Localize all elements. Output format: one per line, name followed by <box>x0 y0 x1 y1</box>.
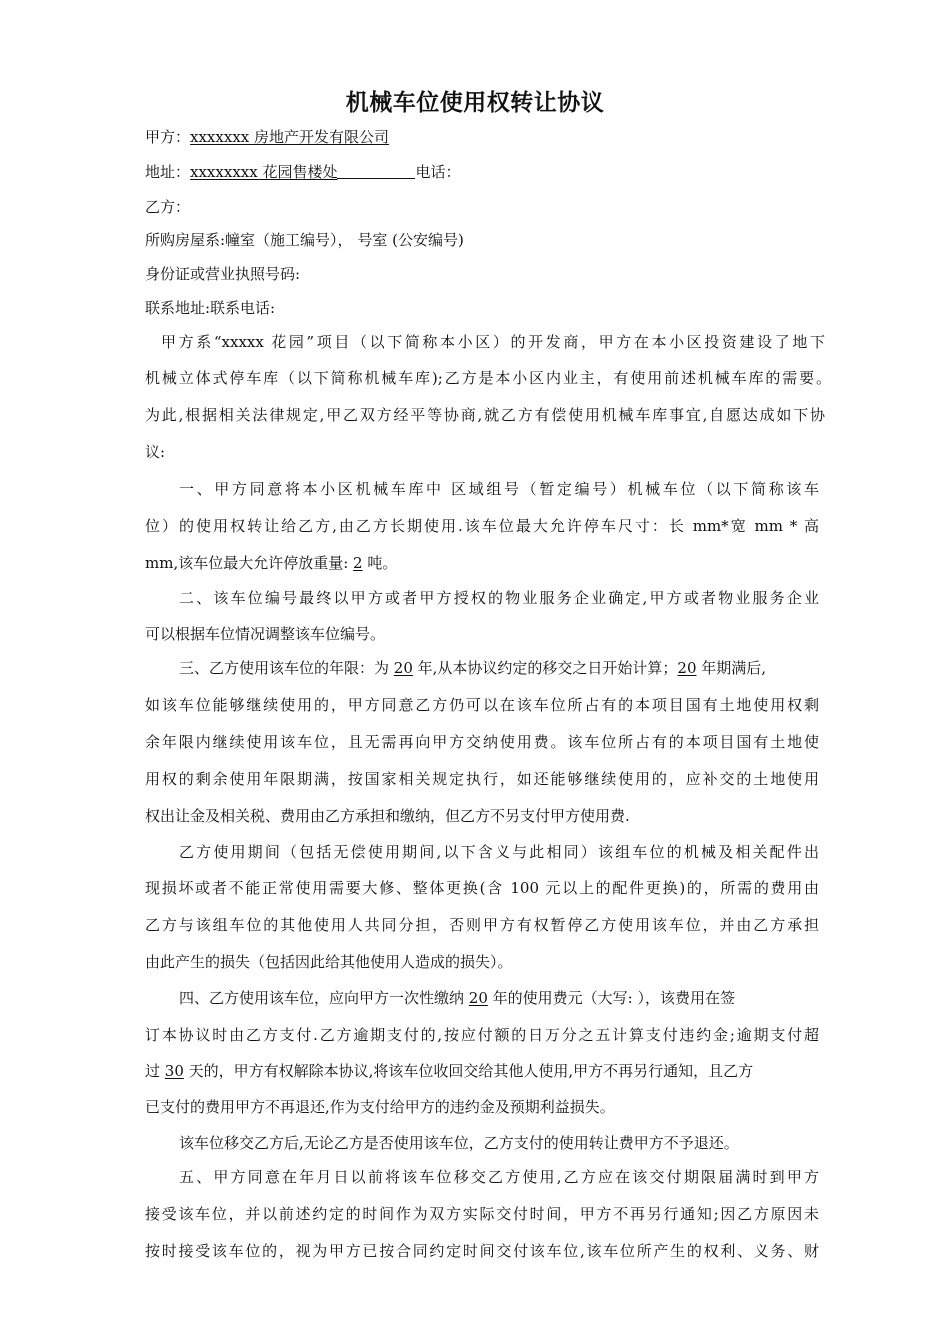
intro-line: 甲方系“xxxxx 花园”项目（以下简称本小区）的开发商，甲方在本小区投资建设了地下 <box>161 333 825 351</box>
intro-line: 机械立体式停车库（以下简称机械车库);乙方是本小区内业主，有使用前述机械车库的需要。 <box>145 369 831 387</box>
clause-4b-line: 该车位移交乙方后,无论乙方是否使用该车位，乙方支付的使用转让费甲方不予退还。 <box>179 1134 739 1152</box>
party-a-label: 甲方： <box>145 128 191 146</box>
clause-3b-line: 乙方使用期间（包括无偿使用期间,以下含义与此相同）该组车位的机械及相关配件出 <box>179 843 819 861</box>
clause-4-text: 年的使用费元（大写: ），该费用在签 <box>487 989 735 1007</box>
clause-2-line: 可以根据车位情况调整该车位编号。 <box>145 625 386 643</box>
clause-4-text: 四、乙方使用该车位，应向甲方一次性缴纳 <box>179 989 469 1007</box>
phone-label: 电话： <box>415 163 461 181</box>
clause-4-line: 已支付的费用甲方不再退还,作为支付给甲方的违约金及预期利益损失。 <box>145 1098 615 1116</box>
fee-years-value: 20 <box>468 989 488 1007</box>
clause-1-text: 吨。 <box>362 554 398 572</box>
clause-4-text: 天的，甲方有权解除本协议,将该车位收回交给其他人使用,甲方不再另行通知，且乙方 <box>183 1062 754 1080</box>
clause-5-line: 接受该车位，并以前述约定的时间作为双方实际交付时间，甲方不再另行通知;因乙方原因未 <box>145 1205 819 1223</box>
term-years-value: 20 <box>393 659 413 677</box>
clause-3-text: 年期满后, <box>696 659 767 677</box>
max-weight-value: 2 <box>353 554 363 572</box>
clause-4-line: 订本协议时由乙方支付.乙方逾期支付的,按应付额的日万分之五计算支付违约金;逾期支付超 <box>145 1026 819 1044</box>
clause-3b-line: 由此产生的损失（包括因此给其他使用人造成的损失）。 <box>145 953 513 971</box>
clause-1-line: 一、甲方同意将本小区机械车库中 区域组号（暂定编号）机械车位（以下简称该车 <box>179 480 819 498</box>
clause-3-line: 权出让金及相关税、费用由乙方承担和缴纳，但乙方不另支付甲方使用费. <box>145 807 630 825</box>
clause-5-line: 按时接受该车位的，视为甲方已按合同约定时间交付该车位,该车位所产生的权利、义务、财 <box>145 1242 819 1260</box>
party-a-line <box>145 127 825 147</box>
clause-3-text: 三、乙方使用该车位的年限：为 <box>179 659 394 677</box>
clause-3-line: 用权的剩余使用年限期满，按国家相关规定执行，如还能够继续使用的，应补交的土地使用 <box>145 770 819 788</box>
clause-1-line <box>145 553 825 573</box>
overdue-days-value: 30 <box>164 1062 184 1080</box>
clause-3-text: 年,从本协议约定的移交之日开始计算； <box>412 659 678 677</box>
intro-line: 议: <box>145 443 166 461</box>
address-value: xxxxxxxx 花园售楼处 <box>190 163 338 181</box>
clause-3-line: 余年限内继续使用该车位，且无需再向甲方交纳使用费。该车位所占有的本项目国有土地使 <box>145 733 819 751</box>
party-a-value: xxxxxxx 房地产开发有限公司 <box>190 128 390 146</box>
contact-line: 联系地址:联系电话: <box>145 299 276 317</box>
address-label: 地址： <box>145 163 191 181</box>
house-line: 所购房屋系:幢室（施工编号）， 号室 (公安编号) <box>145 231 464 249</box>
address-blank <box>337 164 415 179</box>
clause-1-line: 位）的使用权转让给乙方,由乙方长期使用.该车位最大允许停车尺寸：长 mm*宽 mm * 高 <box>145 517 819 535</box>
clause-3b-line: 乙方与该组车位的其他使用人共同分担，否则甲方有权暂停乙方使用该车位，并由乙方承担 <box>145 916 819 934</box>
clause-4-line <box>145 1061 819 1081</box>
clause-3b-line: 现损坏或者不能正常使用需要大修、整体更换(含 100 元以上的配件更换)的，所需的费用由 <box>145 879 819 897</box>
document-title: 机械车位使用权转让协议 <box>345 90 605 116</box>
clause-2-line: 二、该车位编号最终以甲方或者甲方授权的物业服务企业确定,甲方或者物业服务企业 <box>179 589 819 607</box>
id-number-line: 身份证或营业执照号码: <box>145 265 301 283</box>
clause-4-line <box>179 988 825 1008</box>
address-line <box>145 162 825 182</box>
clause-5-line: 五、甲方同意在年月日以前将该车位移交乙方使用,乙方应在该交付期限届满时到甲方 <box>179 1168 819 1186</box>
clause-1-text: mm,该车位最大允许停放重量: <box>145 554 354 572</box>
clause-3-line <box>179 658 825 678</box>
clause-3-line: 如该车位能够继续使用的，甲方同意乙方仍可以在该车位所占有的本项目国有土地使用权剩 <box>145 696 819 714</box>
term-years-value: 20 <box>677 659 697 677</box>
clause-4-text: 过 <box>145 1062 165 1080</box>
intro-line: 为此,根据相关法律规定,甲乙双方经平等协商,就乙方有偿使用机械车库事宜,自愿达成如下协 <box>145 406 825 424</box>
party-b-line: 乙方： <box>145 198 191 216</box>
